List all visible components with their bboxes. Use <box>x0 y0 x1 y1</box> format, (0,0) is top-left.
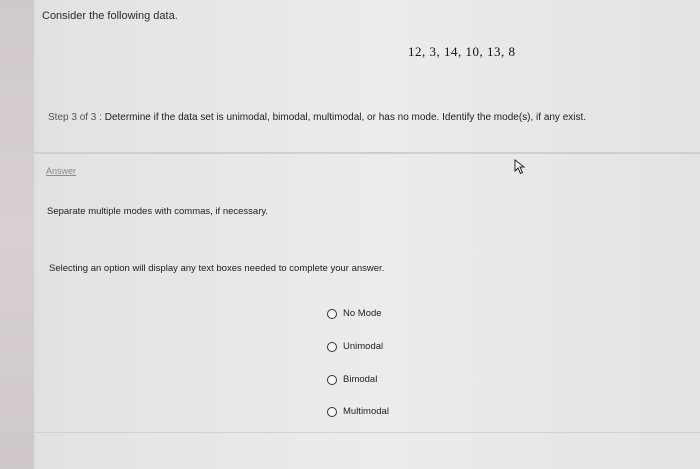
bottom-divider <box>34 432 700 433</box>
option-no-mode[interactable] <box>327 308 382 319</box>
radio-button-icon[interactable] <box>327 309 337 319</box>
option-label: No Mode <box>343 308 382 319</box>
instruction-separate-modes: Separate multiple modes with commas, if necessary. <box>47 206 269 217</box>
radio-button-icon[interactable] <box>327 342 337 352</box>
mouse-pointer-icon <box>514 159 526 175</box>
instruction-selecting-option: Selecting an option will display any text boxes needed to complete your answer. <box>49 263 385 274</box>
step-instructions <box>48 112 586 123</box>
divider <box>34 152 700 154</box>
radio-button-icon[interactable] <box>327 407 337 417</box>
option-multimodal[interactable] <box>327 406 389 417</box>
question-prompt: Consider the following data. <box>42 10 178 22</box>
data-set: 12, 3, 14, 10, 13, 8 <box>408 44 516 59</box>
option-bimodal[interactable] <box>327 374 377 385</box>
step-text: Determine if the data set is unimodal, bimodal, multimodal, or has no mode. Identify the mode(s), if any exist. <box>101 112 587 123</box>
step-label: Step 3 of 3 : <box>48 112 102 123</box>
option-label: Multimodal <box>343 406 389 417</box>
left-strip <box>0 0 34 469</box>
answer-label: Answer <box>46 166 77 176</box>
option-label: Unimodal <box>343 341 384 352</box>
option-label: Bimodal <box>343 374 378 385</box>
radio-button-icon[interactable] <box>327 375 337 385</box>
option-unimodal[interactable] <box>327 341 383 352</box>
